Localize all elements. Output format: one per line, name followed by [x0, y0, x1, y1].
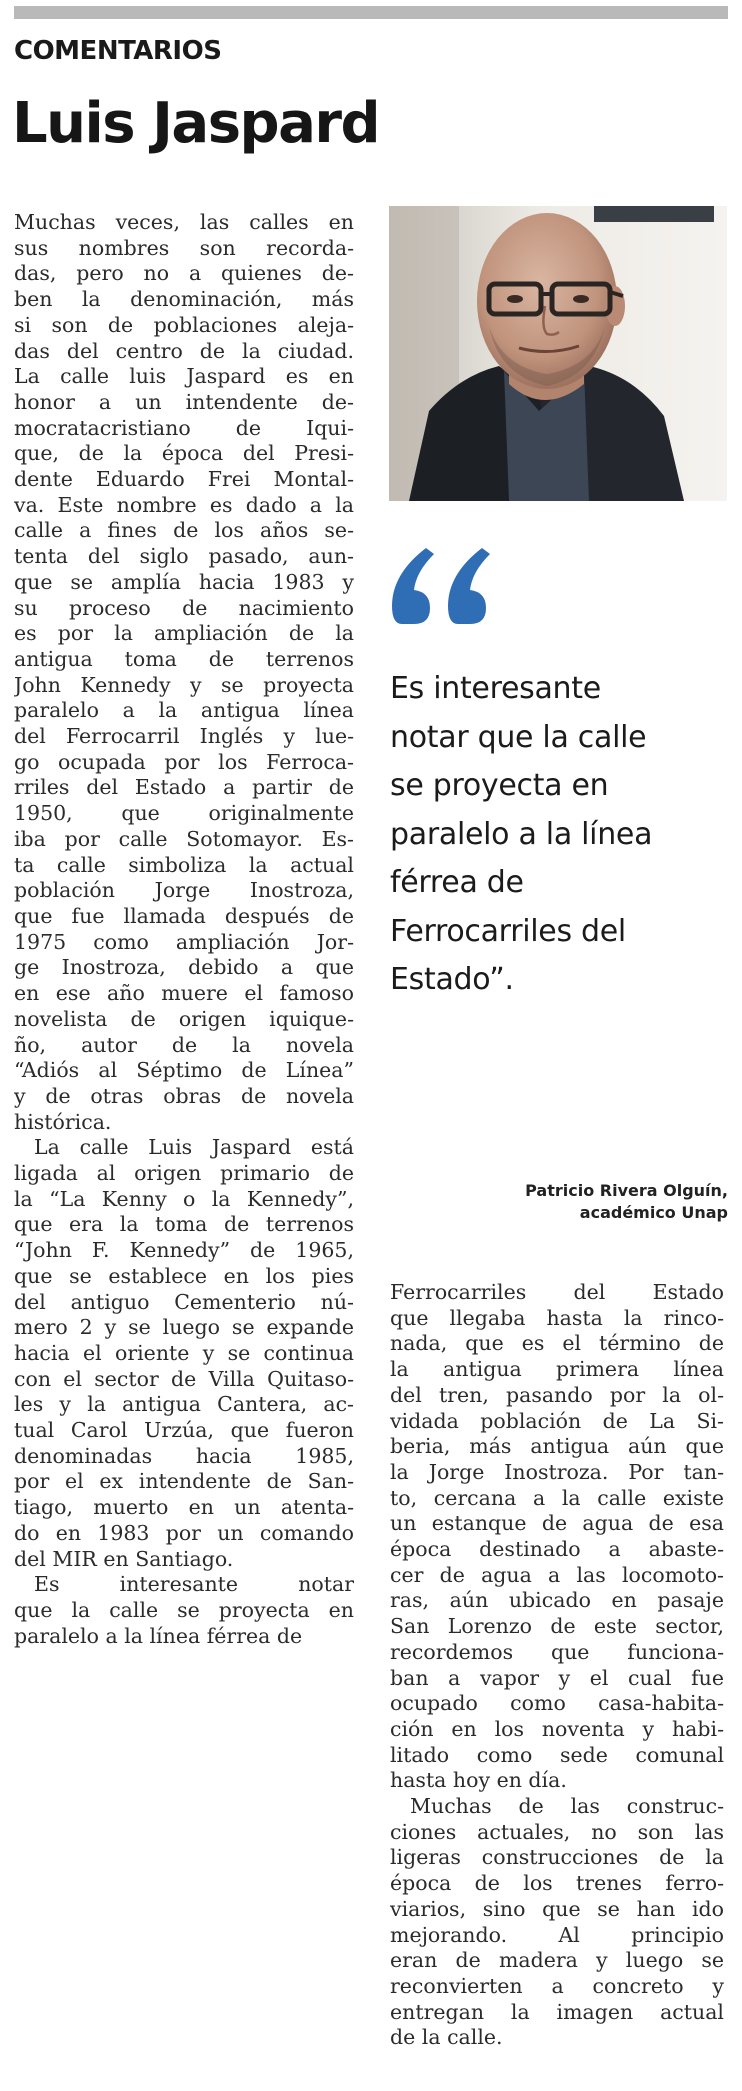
- text-line: beria, más antigua aún que: [390, 1434, 724, 1459]
- text-line: Muchas de las construc-: [410, 1794, 724, 1819]
- pull-quote-line: notar que la calle: [390, 719, 647, 755]
- text-line: que fue llamada después de: [14, 903, 354, 928]
- attribution-role: académico Unap: [579, 1203, 728, 1222]
- text-line: ño, autor de la novela: [14, 1032, 354, 1057]
- article-column-left: [14, 210, 354, 1649]
- text-line: mero 2 y se luego se expande: [14, 1315, 354, 1340]
- text-line: John Kennedy y se proyecta: [14, 672, 354, 697]
- text-line: ligada al origen primario de: [14, 1161, 354, 1186]
- text-line: antigua toma de terrenos: [14, 646, 354, 671]
- text-line: La calle luis Jaspard es en: [14, 364, 354, 389]
- text-line: ligeras construcciones de la: [390, 1845, 724, 1870]
- pull-quote-line: Es interesante: [390, 671, 601, 706]
- text-line: la Jorge Inostroza. Por tan-: [390, 1459, 724, 1484]
- attribution-name: Patricio Rivera Olguín,: [525, 1181, 728, 1200]
- pull-quote-attribution: [525, 1180, 728, 1224]
- text-line: litado como sede comunal: [390, 1742, 724, 1767]
- text-line: reconvierten a concreto y: [390, 1973, 724, 1998]
- pull-quote-line: férrea de: [390, 865, 524, 900]
- text-line: go ocupada por los Ferroca-: [14, 749, 354, 774]
- text-line: por el ex intendente de San-: [14, 1469, 354, 1494]
- text-line: es por la ampliación de la: [14, 621, 354, 646]
- text-line: recordemos que funciona-: [390, 1639, 724, 1664]
- text-line: novelista de origen iquique-: [14, 1006, 354, 1031]
- text-line: iba por calle Sotomayor. Es-: [14, 826, 354, 851]
- text-line: les y la antigua Cantera, ac-: [14, 1392, 354, 1417]
- text-line: de la calle.: [390, 2025, 503, 2050]
- text-line: nada, que es el término de: [390, 1331, 724, 1356]
- text-line: San Lorenzo de este sector,: [390, 1614, 724, 1639]
- pull-quote-line: se proyecta en: [390, 768, 609, 803]
- text-line: que era la toma de terrenos: [14, 1212, 354, 1237]
- text-line: ras, aún ubicado en pasaje: [390, 1588, 724, 1613]
- text-line: la “La Kenny o la Kennedy”,: [14, 1186, 354, 1211]
- text-line: si son de poblaciones aleja-: [14, 312, 354, 337]
- text-line: tiago, muerto en un atenta-: [14, 1495, 354, 1520]
- text-line: das del centro de la ciudad.: [14, 338, 354, 363]
- text-line: ben la denominación, más: [14, 287, 354, 312]
- text-line: do en 1983 por un comando: [14, 1520, 354, 1545]
- text-line: “John F. Kennedy” de 1965,: [14, 1238, 354, 1263]
- text-line: del MIR en Santiago.: [14, 1546, 234, 1571]
- text-line: época destinado a abaste-: [390, 1537, 724, 1562]
- text-line: va. Este nombre es dado a la: [14, 492, 354, 517]
- text-line: y de otras obras de novela: [14, 1083, 354, 1108]
- text-line: 1975 como ampliación Jor-: [14, 929, 354, 954]
- text-line: “Adiós al Séptimo de Línea”: [14, 1058, 354, 1083]
- pull-quote-line: paralelo a la línea: [390, 816, 653, 852]
- text-line: ción en los noventa y habi-: [390, 1716, 724, 1741]
- text-line: del Ferrocarril Inglés y lue-: [14, 724, 354, 749]
- section-label: COMENTARIOS: [14, 36, 222, 66]
- author-photo: [389, 206, 727, 501]
- text-line: que, de la época del Presi-: [14, 441, 354, 466]
- text-line: sus nombres son recorda-: [14, 235, 354, 260]
- text-line: que se establece en los pies: [14, 1263, 354, 1288]
- text-line: mejorando. Al principio: [390, 1922, 724, 1947]
- quote-mark-icon: [392, 546, 502, 626]
- text-line: que llegaba hasta la rinco-: [390, 1305, 724, 1330]
- text-line: das, pero no a quienes de-: [14, 261, 354, 286]
- text-line: época de los trenes ferro-: [390, 1871, 724, 1896]
- article-headline: Luis Jaspard: [12, 91, 380, 156]
- text-line: Es interesante notar: [34, 1572, 354, 1597]
- text-line: su proceso de nacimiento: [14, 595, 354, 620]
- text-line: viarios, sino que se han ido: [390, 1896, 724, 1921]
- text-line: mocratacristiano de Iqui-: [14, 415, 354, 440]
- text-line: 1950, que originalmente: [14, 801, 354, 826]
- text-line: población Jorge Inostroza,: [14, 878, 354, 903]
- article-column-right: [390, 1280, 724, 2051]
- text-line: cer de agua a las locomoto-: [390, 1562, 724, 1587]
- text-line: paralelo a la antigua línea: [14, 698, 354, 723]
- text-line: Ferrocarriles del Estado: [390, 1280, 724, 1304]
- text-line: ban a vapor y el cual fue: [390, 1665, 724, 1690]
- text-line: que la calle se proyecta en: [14, 1597, 354, 1622]
- text-line: en ese año muere el famoso: [14, 981, 354, 1006]
- text-line: con el sector de Villa Quitaso-: [14, 1366, 354, 1391]
- text-line: to, cercana a la calle existe: [390, 1485, 724, 1510]
- text-line: ocupado como casa-habita-: [390, 1691, 724, 1716]
- text-line: tual Carol Urzúa, que fueron: [14, 1418, 354, 1443]
- text-line: eran de madera y luego se: [390, 1948, 724, 1973]
- text-line: Muchas veces, las calles en: [14, 210, 354, 234]
- text-line: hacia el oriente y se continua: [14, 1340, 354, 1365]
- text-line: ciones actuales, no son las: [390, 1819, 724, 1844]
- text-line: paralelo a la línea férrea de: [14, 1623, 303, 1648]
- text-line: dente Eduardo Frei Montal-: [14, 467, 354, 492]
- text-line: calle a fines de los años se-: [14, 518, 354, 543]
- text-line: rriles del Estado a partir de: [14, 775, 354, 800]
- pull-quote-line: Ferrocarriles del: [390, 913, 626, 949]
- text-line: vidada población de La Si-: [390, 1408, 724, 1433]
- text-line: ta calle simboliza la actual: [14, 852, 354, 877]
- text-line: entregan la imagen actual: [390, 1999, 724, 2024]
- text-line: denominadas hacia 1985,: [14, 1443, 354, 1468]
- text-line: honor a un intendente de-: [14, 389, 354, 414]
- text-line: del antiguo Cementerio nú-: [14, 1289, 354, 1314]
- text-line: tenta del siglo pasado, aun-: [14, 544, 354, 569]
- text-line: del tren, pasando por la ol-: [390, 1382, 724, 1407]
- text-line: histórica.: [14, 1109, 112, 1134]
- text-line: La calle Luis Jaspard está: [34, 1135, 354, 1160]
- text-line: un estanque de agua de esa: [390, 1511, 724, 1536]
- text-line: la antigua primera línea: [390, 1357, 724, 1382]
- text-line: que se amplía hacia 1983 y: [14, 569, 354, 594]
- text-line: ge Inostroza, debido a que: [14, 955, 354, 980]
- section-header-bar: [14, 6, 728, 19]
- pull-quote: [390, 665, 730, 1005]
- text-line: hasta hoy en día.: [390, 1768, 567, 1793]
- pull-quote-line: Estado”.: [390, 962, 514, 997]
